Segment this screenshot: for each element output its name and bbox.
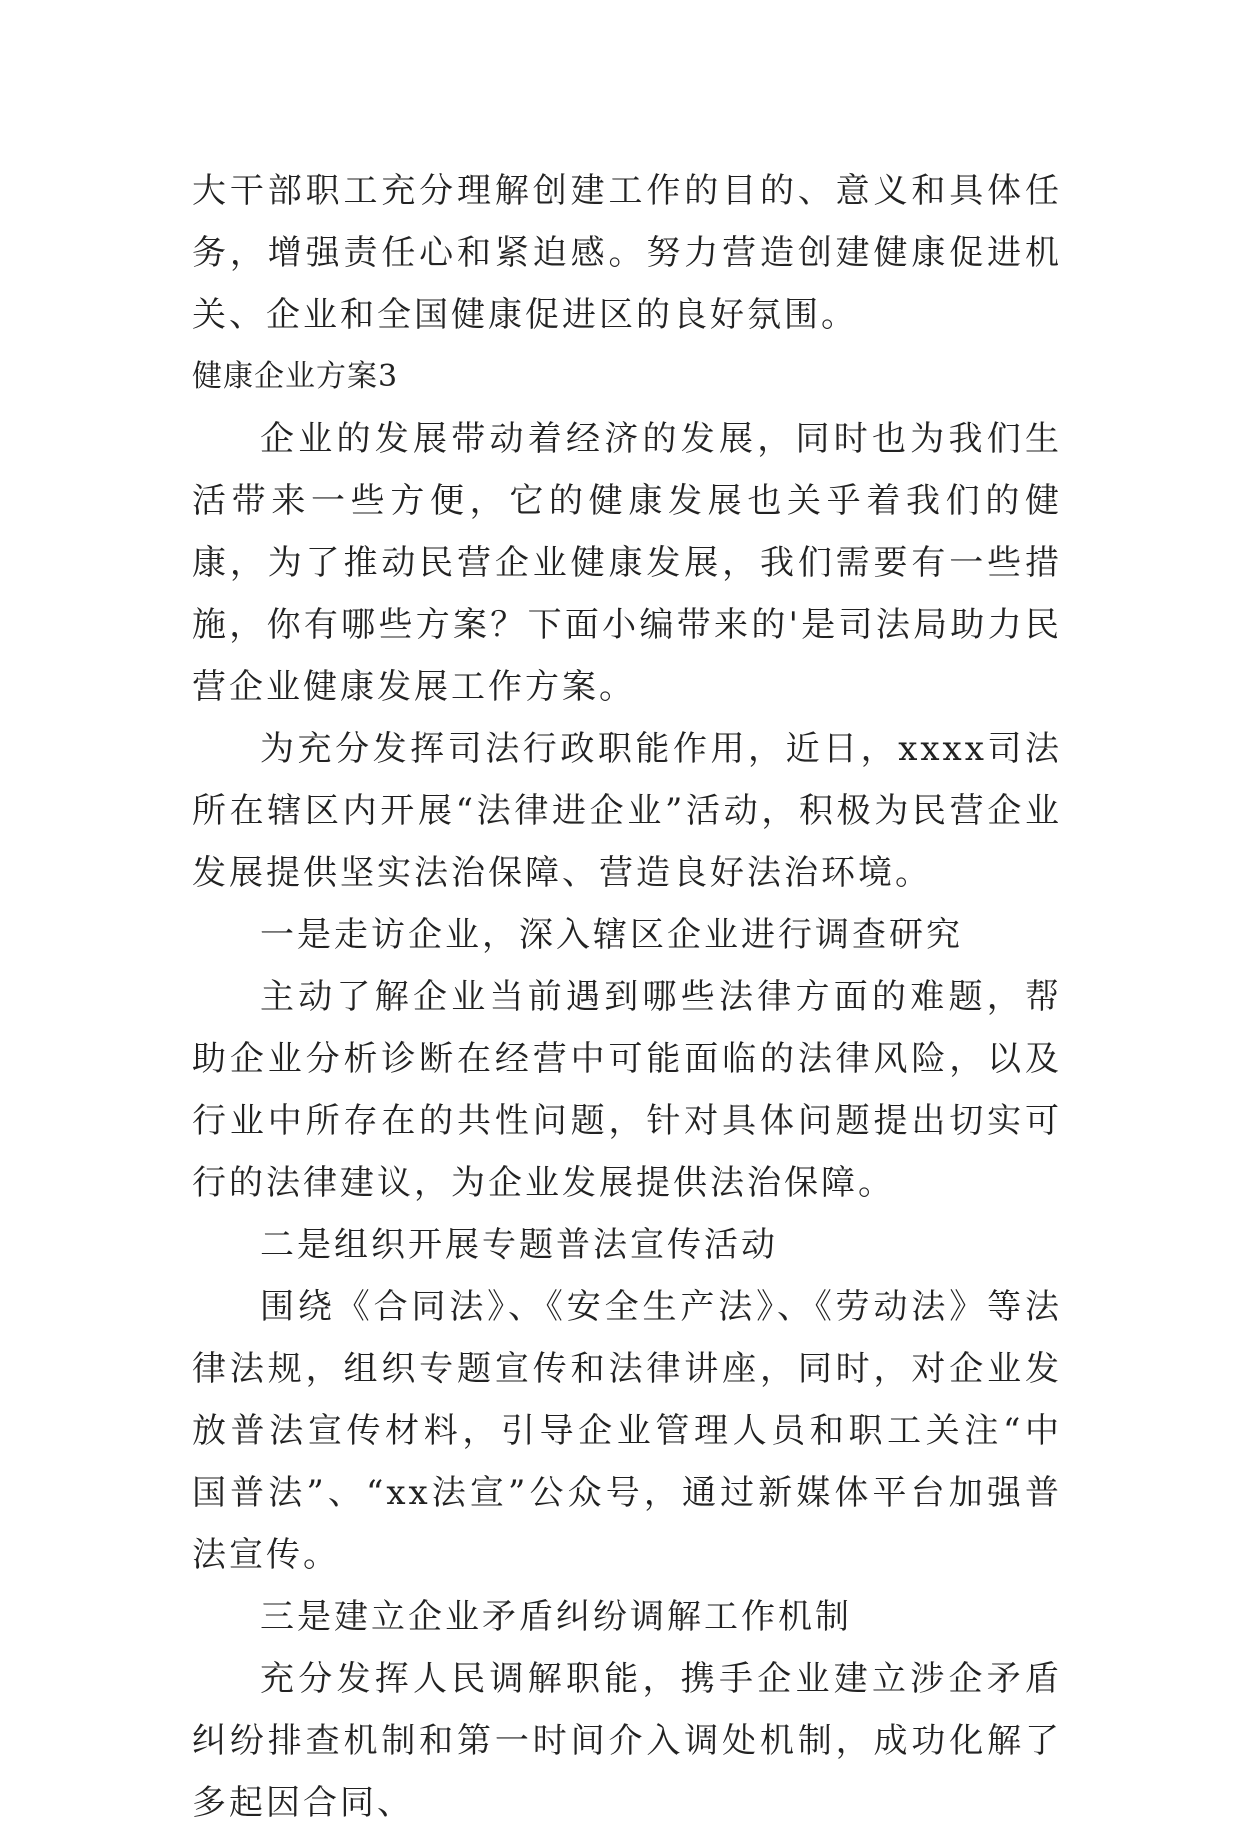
paragraph-mediation-details: 充分发挥人民调解职能，携手企业建立涉企矛盾纠纷排查机制和第一时间介入调处机制，成功化解了多起因合同、 [192, 1659, 1062, 1823]
paragraph-activity: 为充分发挥司法行政职能作用，近日，xxxx司法所在辖区内开展“法律进企业”活动，积极为民营企业发展提供坚实法治保障、营造良好法治环境。 [192, 729, 1062, 893]
paragraph-publicity-details: 围绕《合同法》、《安全生产法》、《劳动法》等法律法规，组织专题宣传和法律讲座，同时，对企业发放普法宣传材料，引导企业管理人员和职工关注“中国普法”、“xx法宣”公众号，通过新媒体平台加强普法宣传。 [192, 1287, 1062, 1575]
section-heading: 健康企业方案3 [192, 359, 399, 394]
subheading-legal-publicity: 二是组织开展专题普法宣传活动 [260, 1225, 778, 1265]
subheading-visit-enterprises: 一是走访企业，深入辖区企业进行调查研究 [260, 915, 963, 955]
paragraph-intro: 企业的发展带动着经济的发展，同时也为我们生活带来一些方便，它的健康发展也关乎着我们的健康，为了推动民营企业健康发展，我们需要有一些措施，你有哪些方案？下面小编带来的'是司法局助力民营企业健康发展工作方案。 [192, 419, 1062, 707]
paragraph-visit-details: 主动了解企业当前遇到哪些法律方面的难题，帮助企业分析诊断在经营中可能面临的法律风险，以及行业中所存在的共性问题，针对具体问题提出切实可行的法律建议，为企业发展提供法治保障。 [192, 977, 1062, 1203]
paragraph-1: 大干部职工充分理解创建工作的目的、意义和具体任务，增强责任心和紧迫感。努力营造创建健康促进机关、企业和全国健康促进区的良好氛围。 [192, 171, 1062, 335]
subheading-mediation-mechanism: 三是建立企业矛盾纠纷调解工作机制 [260, 1597, 852, 1637]
document-body [192, 160, 1062, 1834]
